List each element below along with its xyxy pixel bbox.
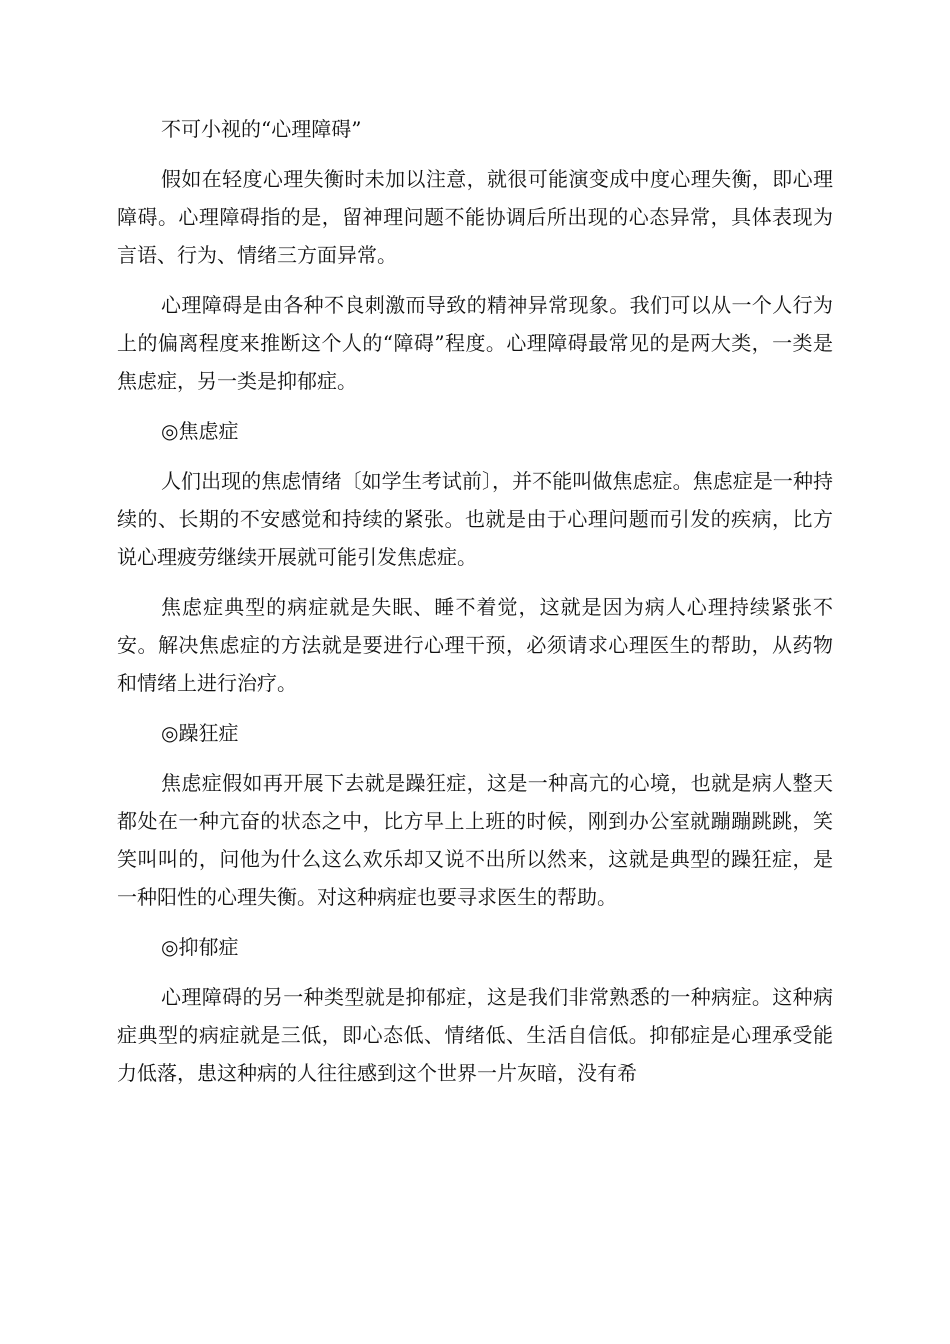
paragraph-1: 假如在轻度心理失衡时未加以注意，就很可能演变成中度心理失衡，即心理障碍。心理障碍指的是，留神理问题不能协调后所出现的心态异常，具体表现为言语、行为、情绪三方面异常。 <box>117 167 833 267</box>
section-heading-anxiety: ◎焦虑症 <box>161 419 239 443</box>
paragraph-3: 人们出现的焦虑情绪〔如学生考试前〕，并不能叫做焦虑症。焦虑症是一种持续的、长期的不安感觉和持续的紧张。也就是由于心理问题而引发的疾病，比方说心理疲劳继续开展就可能引发焦虑症。 <box>117 469 833 569</box>
paragraph-4: 焦虑症典型的病症就是失眠、睡不着觉，这就是因为病人心理持续紧张不安。解决焦虑症的方法就是要进行心理干预，必须请求心理医生的帮助，从药物和情绪上进行治疗。 <box>117 595 833 695</box>
paragraph-2: 心理障碍是由各种不良刺激而导致的精神异常现象。我们可以从一个人行为上的偏离程度来推断这个人的“障碍”程度。心理障碍最常见的是两大类，一类是焦虑症，另一类是抑郁症。 <box>117 293 833 393</box>
document-body <box>117 110 833 1104</box>
document-title: 不可小视的“心理障碍” <box>161 117 362 141</box>
paragraph-6: 心理障碍的另一种类型就是抑郁症，这是我们非常熟悉的一种病症。这种病症典型的病症就是三低，即心态低、情绪低、生活自信低。抑郁症是心理承受能力低落，患这种病的人往往感到这个世界一片灰暗，没有希 <box>117 985 833 1085</box>
section-heading-mania: ◎躁狂症 <box>161 721 239 745</box>
section-heading-depression: ◎抑郁症 <box>161 935 239 959</box>
paragraph-5: 焦虑症假如再开展下去就是躁狂症，这是一种高亢的心境，也就是病人整天都处在一种亢奋的状态之中，比方早上上班的时候，刚到办公室就蹦蹦跳跳，笑笑叫叫的，问他为什么这么欢乐却又说不出所以然来，这就是典型的躁狂症，是一种阳性的心理失衡。对这种病症也要寻求医生的帮助。 <box>117 771 833 909</box>
